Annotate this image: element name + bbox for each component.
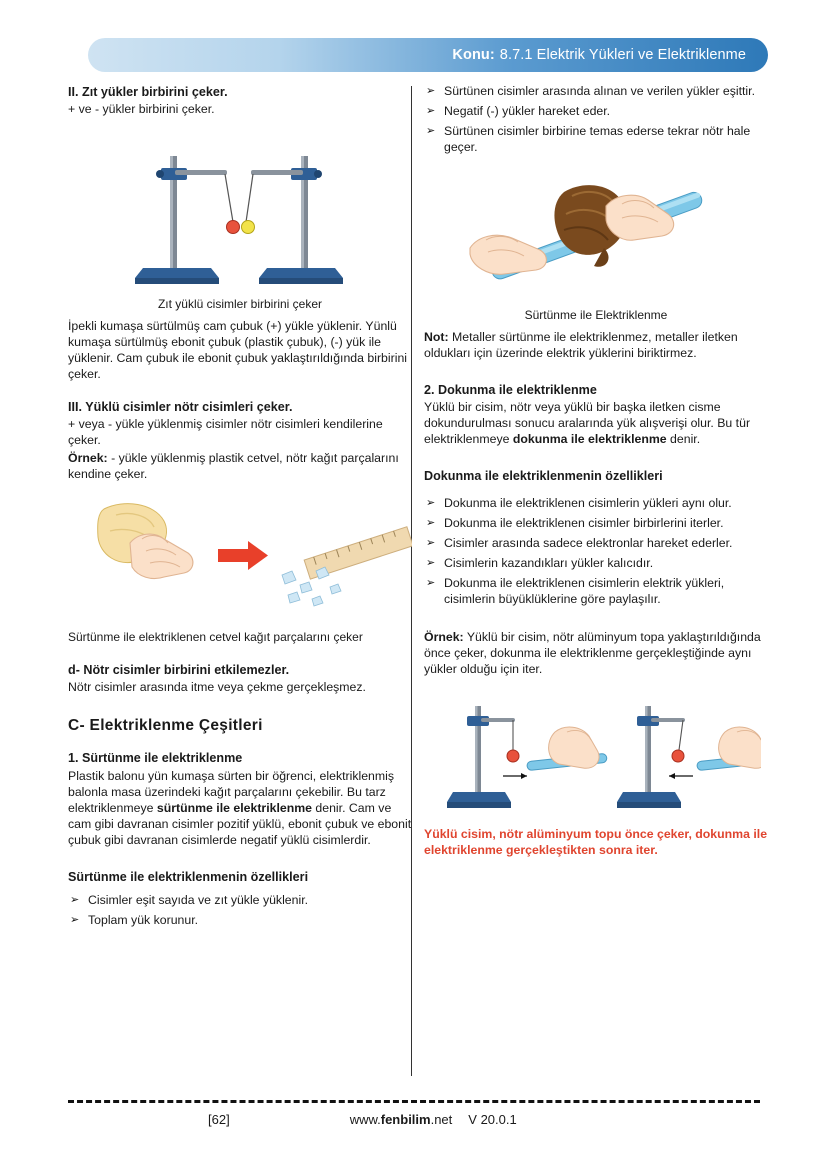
dokunma-illustration (431, 692, 761, 820)
ornek-text-right: Yüklü bir cisim, nötr alüminyum topa yaklaştırıldığında önce çeker, dokunma ile elektriklenme gerçekleştiğinde aynı yükler olduğu için iter. (424, 630, 761, 677)
page-number: [62] (208, 1112, 230, 1127)
paragraph-d-notr-cisimler: Nötr cisimler arasında itme veya çekme gerçekleşmez. (68, 680, 366, 695)
site-prefix: www. (349, 1112, 381, 1127)
paragraph-ornek-right (424, 630, 768, 678)
heading-c-elektriklenme-cesitleri: C- Elektriklenme Çeşitleri (68, 717, 263, 735)
heading-d-notr-cisimler: d- Nötr cisimler birbirini etkilemezler. (68, 662, 290, 677)
caption-surtunme: Sürtünme ile Elektriklenme (524, 307, 668, 322)
paragraph-ornek-cetvel (68, 451, 412, 483)
content-columns (0, 84, 828, 1094)
caption-zit-yuklu: Zıt yüklü cisimler birbirini çeker (157, 297, 323, 312)
arrow-bullet-icon: ➢ (70, 913, 80, 926)
list-item (424, 516, 768, 532)
list-item (424, 576, 768, 608)
paragraph-surtunme-bold: sürtünme ile elektriklenme (156, 800, 312, 815)
page-footer (68, 1112, 760, 1127)
right-column (424, 84, 768, 858)
arrow-bullet-icon: ➢ (426, 577, 436, 590)
paragraph-dokunma-part2: denir. (666, 431, 701, 446)
list-dokunma-ozellikleri (424, 496, 768, 608)
arrow-bullet-icon: ➢ (426, 537, 436, 550)
footer-divider (68, 1100, 760, 1103)
warning-text-dokunma: Yüklü cisim, nötr alüminyum topu önce çeker, dokunma ile elektriklenme gerçekleştikten sonra iter. (424, 827, 768, 858)
heading-dokunma-ozellikleri: Dokunma ile elektriklenmenin özellikleri (424, 468, 663, 483)
list-item-label: Dokunma ile elektriklenen cisimlerin elektrik yükleri, cisimlerin büyüklüklerine göre paylaşılır. (444, 576, 725, 607)
arrow-bullet-icon: ➢ (426, 124, 436, 137)
list-item (424, 84, 768, 100)
heading-surtunme-ozellikleri: Sürtünme ile elektriklenmenin özellikleri (68, 869, 309, 884)
list-item (68, 913, 412, 929)
arrow-bullet-icon: ➢ (426, 104, 436, 117)
list-item (424, 536, 768, 552)
figure-dokunma (424, 692, 768, 820)
list-item (424, 124, 768, 156)
list-surtunme-ozellikleri (68, 893, 412, 929)
header-banner (88, 38, 768, 72)
paragraph-surtunme-part1: Plastik balonu yün kumaşa sürten bir öğrenci, elektriklenmiş balonla masa üzerindeki kağıt parçalarını çekebilir. Bu tarz elektriklenmeye (68, 768, 395, 815)
figure-surtunme (424, 170, 768, 302)
figure-zit-yuklu-cisimler (68, 126, 412, 291)
list-item-label: Dokunma ile elektriklenen cisimlerin yükleri aynı olur. (444, 496, 732, 511)
caption-cetvel-kagit: Sürtünme ile elektriklenen cetvel kağıt parçalarını çeker (68, 630, 363, 645)
figure-cetvel-kagit (68, 491, 412, 624)
paragraph-yuklu-notr: + veya - yükle yüklenmiş cisimler nötr cisimleri kendilerine çeker. (68, 417, 383, 448)
arrow-bullet-icon: ➢ (426, 85, 436, 97)
heading-surtunme-ile-elektriklenme: 1. Sürtünme ile elektriklenme (68, 751, 243, 766)
list-surtunme-devam (424, 84, 768, 156)
list-item-label: Sürtünen cisimler birbirine temas ederse tekrar nötr hale geçer. (444, 123, 751, 154)
cetvel-kagit-illustration (68, 491, 412, 619)
paragraph-dokunma-part1: Yüklü bir cisim, nötr veya yüklü bir başka iletken cisme dokundurulması sonucu aralarında yük alışverişi olur. Bu tür elektriklenmeye (424, 399, 751, 446)
paragraph-dokunma-bold: dokunma ile elektriklenme (512, 431, 667, 446)
paragraph-dokunma (424, 400, 768, 448)
arrow-bullet-icon: ➢ (426, 557, 436, 570)
not-text: Metaller sürtünme ile elektriklenmez, metaller iletken oldukları için üzerinde elektrik yüklerini biriktirmez. (424, 329, 738, 360)
list-item-label: Sürtünen cisimler arasında alınan ve verilen yükler eşittir. (444, 84, 755, 98)
header-label: Konu: (452, 47, 495, 63)
list-item (424, 104, 768, 120)
arrow-bullet-icon: ➢ (426, 497, 436, 510)
list-item (424, 556, 768, 572)
header-title: 8.7.1 Elektrik Yükleri ve Elektriklenme (499, 47, 746, 63)
not-label: Not: (424, 329, 449, 344)
site-url (350, 1112, 453, 1127)
paragraph-surtunme (68, 769, 412, 849)
zit-yuklu-cisimler-illustration (115, 126, 365, 291)
version-label: V 20.0.1 (468, 1112, 517, 1127)
paragraph-not (424, 330, 768, 362)
site-name: fenbilim (380, 1112, 431, 1127)
list-item-label: Dokunma ile elektriklenen cisimler birbirlerini iterler. (444, 516, 724, 531)
list-item-label: Negatif (-) yükler hareket eder. (444, 103, 611, 118)
list-item-label: Toplam yük korunur. (88, 912, 199, 927)
heading-dokunma-ile-elektriklenme: 2. Dokunma ile elektriklenme (424, 382, 597, 397)
arrow-bullet-icon: ➢ (70, 893, 80, 906)
ornek-label-left: Örnek: (68, 451, 108, 466)
list-item-label: Cisimler eşit sayıda ve zıt yükle yüklenir. (88, 892, 309, 907)
arrow-bullet-icon: ➢ (426, 517, 436, 530)
paragraph-zit-yukler: + ve - yükler birbirini çeker. (68, 102, 215, 117)
list-item (68, 893, 412, 909)
heading-zit-yukler: II. Zıt yükler birbirini çeker. (68, 85, 228, 99)
site-suffix: .net (430, 1112, 453, 1127)
paragraph-ipekli-kumas: İpekli kumaşa sürtülmüş cam çubuk (+) yükle yüklenir. Yünlü kumaşa sürtülmüş ebonit çubuk (plastik çubuk), (-) yük ile yüklenir. Cam çubuk ile ebonit çubuk yaklaştırıldığında birbirini çeker. (68, 318, 408, 381)
ornek-label-right: Örnek: (424, 630, 464, 645)
paragraph-surtunme-part2: denir. Cam ve cam gibi davranan cisimler pozitif yüklü, ebonit çubuk ve ebonit çubuk gibi davranan cisimlerde negatif yüklü cisimlerdir. (68, 800, 412, 847)
surtunme-illustration (456, 170, 736, 302)
list-item-label: Cisimlerin kazandıkları yükler kalıcıdır. (444, 556, 654, 571)
list-item-label: Cisimler arasında sadece elektronlar hareket ederler. (444, 536, 733, 551)
ornek-text-left: - yükle yüklenmiş plastik cetvel, nötr kağıt parçalarını kendine çeker. (68, 451, 399, 482)
left-column (68, 84, 412, 933)
list-item (424, 496, 768, 512)
heading-yuklu-cisimler-notr: III. Yüklü cisimler nötr cisimleri çeker. (68, 399, 293, 414)
page-header (88, 38, 768, 72)
